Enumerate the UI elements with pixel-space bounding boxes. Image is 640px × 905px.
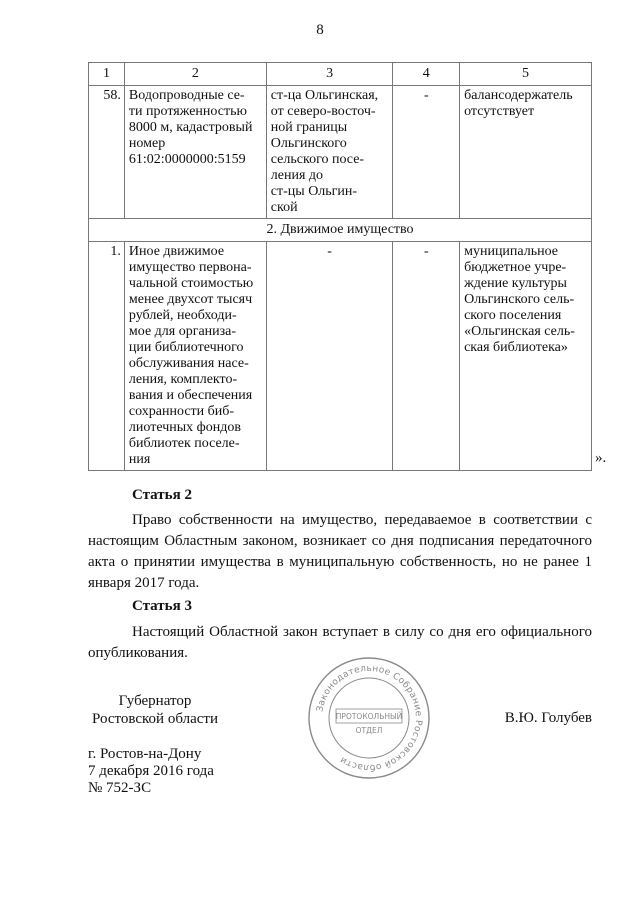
signatory-title-line1: Губернатор (118, 693, 192, 709)
page-number: 8 (316, 22, 324, 38)
signatory-name: В.Ю. Голубев (504, 710, 592, 726)
property-location: ст-ца Ольгинская, от северо-восточ- ной границы Ольгинского сельского посе- ления до ст-цы Ольгин- ской (266, 86, 393, 219)
table-header-cell: 2 (124, 63, 266, 86)
official-seal (306, 655, 432, 781)
table-header-cell: 5 (460, 63, 592, 86)
table-header-cell: 3 (266, 63, 393, 86)
section-title: 2. Движимое имущество (89, 219, 592, 242)
seal-ring-text: Законодательное Собрание Ростовской области (315, 663, 424, 773)
article-3-title: Статья 3 (132, 598, 192, 614)
seal-center-line1: ПРОТОКОЛЬНЫЙ (335, 712, 403, 721)
table-header-cell: 1 (89, 63, 125, 86)
table-header-row (89, 63, 592, 86)
city: г. Ростов-на-Дону (88, 746, 202, 762)
property-holder: балансодержатель отсутствует (460, 86, 592, 219)
signatory-title-line2: Ростовской области (92, 711, 218, 727)
property-holder: муниципальное бюджетное учре- ждение культуры Ольгинского сель- ского поселения «Ольгинская сель- ская библиотека» (460, 242, 592, 471)
property-name: Водопроводные се- ти протяженностью 8000 м, кадастровый номер 61:02:0000000:5159 (124, 86, 266, 219)
table-section-row (89, 219, 592, 242)
property-col4: - (393, 242, 460, 471)
article-3-text: Настоящий Областной закон вступает в силу со дня его официального опубликования. (88, 624, 592, 661)
row-number: 1. (89, 242, 125, 471)
property-col4: - (393, 86, 460, 219)
table-header-cell: 4 (393, 63, 460, 86)
place-date-block (88, 746, 214, 797)
date: 7 декабря 2016 года (88, 763, 214, 779)
closing-quote: ». (595, 450, 607, 466)
seal-center-line2: ОТДЕЛ (355, 726, 383, 735)
row-number: 58. (89, 86, 125, 219)
table-row (89, 242, 592, 471)
article-2-title: Статья 2 (132, 487, 192, 503)
signatory-title (88, 692, 222, 728)
article-2-text: Право собственности на имущество, передаваемое в соответствии с настоящим Областным законом, возникает со дня подписания передаточного акта о принятии имущества в муниципальную собственность, но не ранее 1 января 2017 года. (88, 512, 592, 591)
property-name: Иное движимое имущество первона- чальной стоимостью менее двухсот тысяч рублей, необходи- мое для организа- ции библиотечного обслуживания насе- ления, комплекто- вания и обеспечения сохранности биб- лиотечных фондов библиотек поселе- ния (124, 242, 266, 471)
law-number: № 752-ЗС (88, 780, 152, 796)
table-row (89, 86, 592, 219)
property-table (88, 62, 592, 471)
property-location: - (266, 242, 393, 471)
